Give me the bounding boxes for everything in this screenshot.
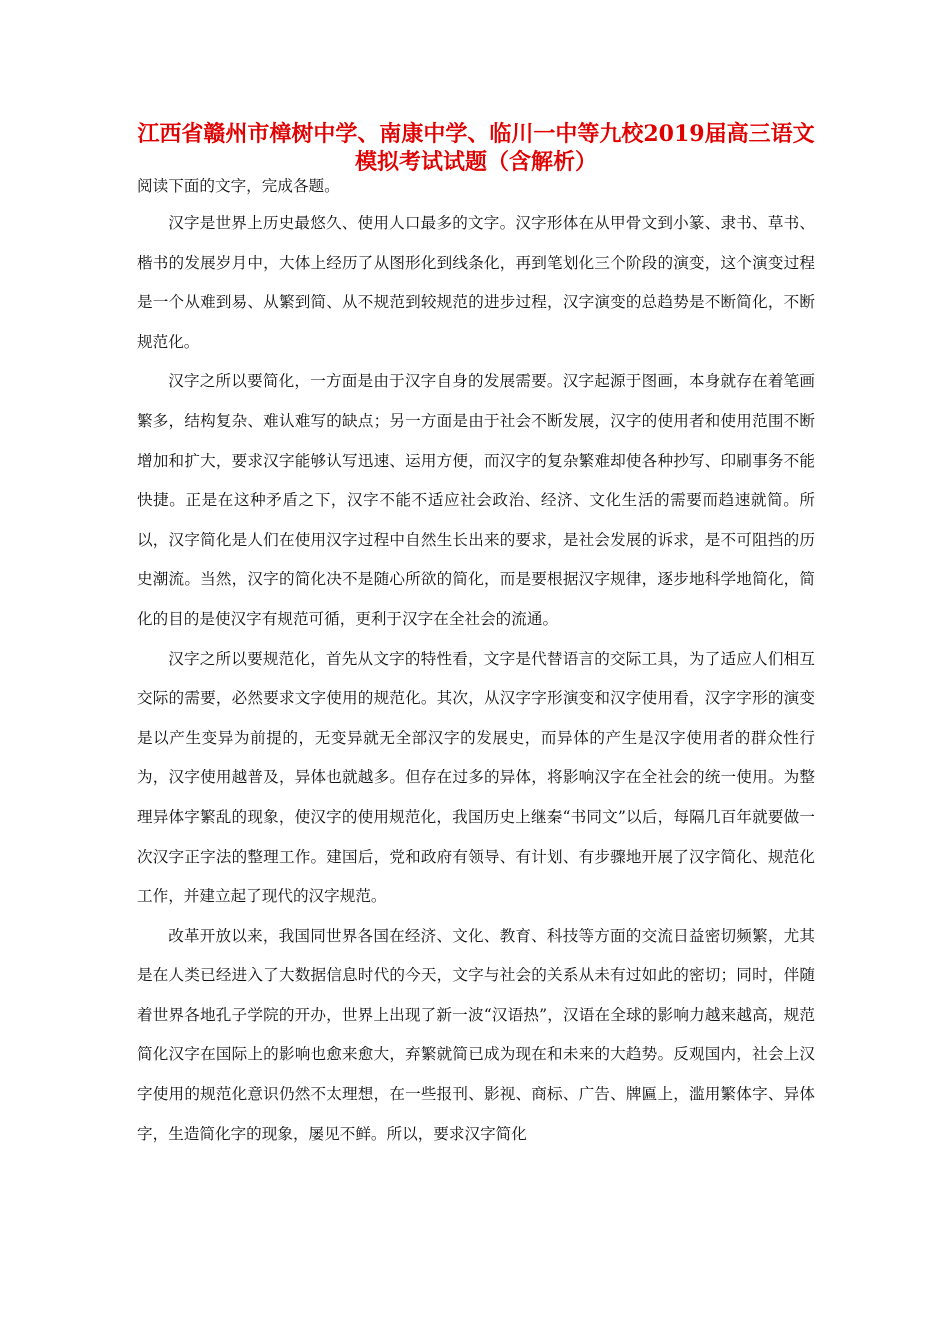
document-title: 江西省赣州市樟树中学、南康中学、临川一中等九校2019届高三语文模拟考试试题（含解析） [137,121,815,175]
paragraph-4: 改革开放以来，我国同世界各国在经济、文化、教育、科技等方面的交流日益密切频繁，尤其是在人类已经进入了大数据信息时代的今天，文字与社会的关系从未有过如此的密切；同时，伴随着世界各地孔子学院的开办，世界上出现了新一波“汉语热”，汉语在全球的影响力越来越高，规范简化汉字在国际上的影响也愈来愈大，弃繁就简已成为现在和未来的大趋势。反观国内，社会上汉字使用的规范化意识仍然不太理想，在一些报刊、影视、商标、广告、牌匾上，滥用繁体字、异体字，生造简化字的现象，屡见不鲜。所以，要求汉字简化 [137,926,815,1143]
paragraph-3: 汉字之所以要规范化，首先从文字的特性看，文字是代替语言的交际工具，为了适应人们相互交际的需要，必然要求文字使用的规范化。其次，从汉字字形演变和汉字使用看，汉字字形的演变是以产生变异为前提的，无变异就无全部汉字的发展史，而异体的产生是汉字使用者的群众性行为，汉字使用越普及，异体也就越多。但存在过多的异体，将影响汉字在全社会的统一使用。为整理异体字繁乱的现象，使汉字的使用规范化，我国历史上继秦“书同文”以后，每隔几百年就要做一次汉字正字法的整理工作。建国后，党和政府有领导、有计划、有步骤地开展了汉字简化、规范化工作，并建立起了现代的汉字规范。 [137,649,815,906]
reading-instruction: 阅读下面的文字，完成各题。 [137,177,340,195]
paragraph-2: 汉字之所以要简化，一方面是由于汉字自身的发展需要。汉字起源于图画，本身就存在着笔画繁多，结构复杂、难认难写的缺点；另一方面是由于社会不断发展，汉字的使用者和使用范围不断增加和扩大，要求汉字能够认写迅速、运用方便，而汉字的复杂繁难却使各种抄写、印刷事务不能快捷。正是在这种矛盾之下，汉字不能不适应社会政治、经济、文化生活的需要而趋速就简。所以，汉字简化是人们在使用汉字过程中自然生长出来的要求，是社会发展的诉求，是不可阻挡的历史潮流。当然，汉字的简化决不是随心所欲的简化，而是要根据汉字规律，逐步地科学地简化，简化的目的是使汉字有规范可循，更利于汉字在全社会的流通。 [137,372,815,628]
paragraph-1: 汉字是世界上历史最悠久、使用人口最多的文字。汉字形体在从甲骨文到小篆、隶书、草书、楷书的发展岁月中，大体上经历了从图形化到线条化，再到笔划化三个阶段的演变，这个演变过程是一个从难到易、从繁到简、从不规范到较规范的进步过程，汉字演变的总趋势是不断简化，不断规范化。 [137,214,815,351]
document-body [137,171,815,1154]
